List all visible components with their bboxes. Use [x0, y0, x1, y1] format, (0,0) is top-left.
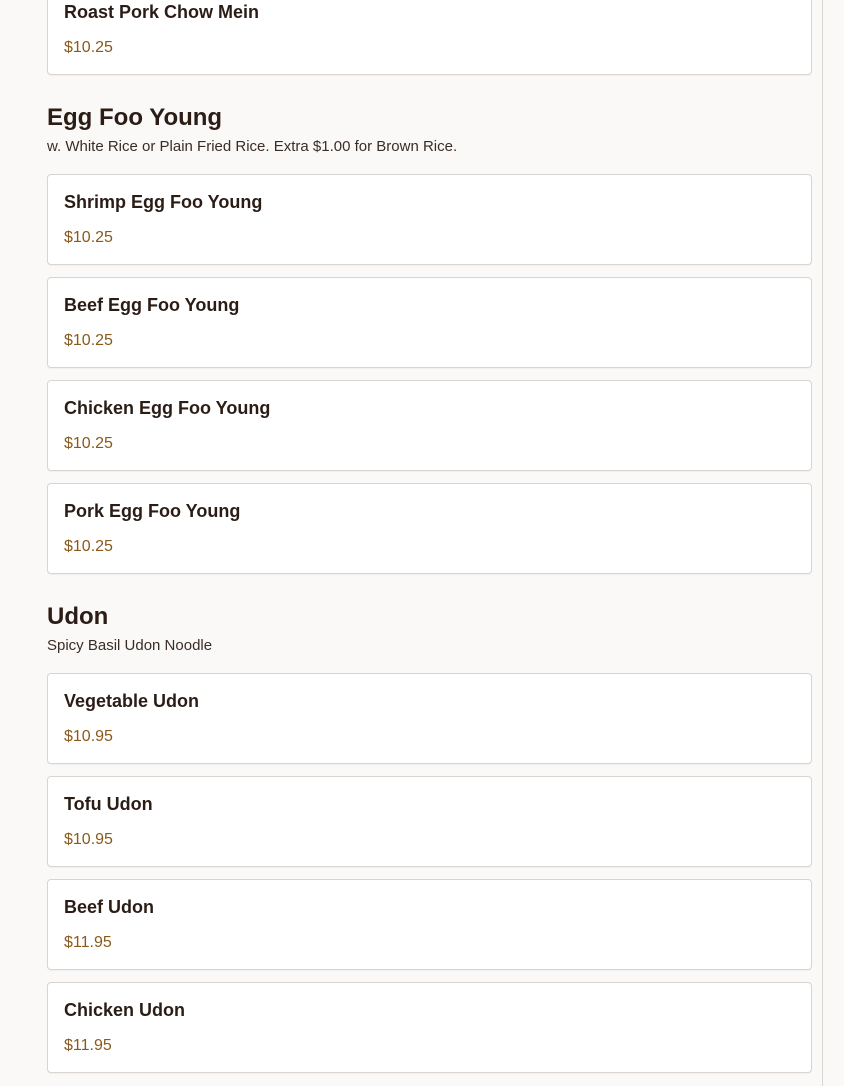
- menu-item-price: $11.95: [64, 1037, 112, 1054]
- section-description: Spicy Basil Udon Noodle: [47, 637, 213, 654]
- menu-item-name: Shrimp Egg Foo Young: [64, 192, 263, 212]
- menu-section-chow-mein: [47, 0, 812, 75]
- section-title: Udon: [47, 603, 109, 630]
- menu-item-name: Tofu Udon: [64, 794, 153, 814]
- menu-item-price: $11.95: [64, 934, 112, 951]
- section-header: [47, 103, 812, 157]
- menu-item-name: Chicken Udon: [64, 1000, 186, 1020]
- menu-item-price: $10.95: [64, 728, 113, 745]
- menu-item-card[interactable]: [47, 483, 812, 574]
- menu-item-price: $10.95: [64, 831, 113, 848]
- section-header: [47, 602, 812, 656]
- menu-item-card[interactable]: [47, 174, 812, 265]
- menu-item-name: Pork Egg Foo Young: [64, 501, 241, 521]
- menu-item-name: Chicken Egg Foo Young: [64, 398, 271, 418]
- menu-item-card[interactable]: [47, 0, 812, 75]
- menu-section-egg-foo-young: [47, 103, 812, 574]
- menu-section-udon: [47, 602, 812, 1073]
- menu-item-price: $10.25: [64, 39, 113, 56]
- menu-item-card[interactable]: [47, 982, 812, 1073]
- section-description: w. White Rice or Plain Fried Rice. Extra $1.00 for Brown Rice.: [47, 138, 458, 155]
- menu-item-name: Roast Pork Chow Mein: [64, 2, 260, 22]
- menu-item-price: $10.25: [64, 538, 113, 555]
- menu-content: [47, 0, 812, 1085]
- menu-item-name: Beef Udon: [64, 897, 154, 917]
- page-edge-divider: [822, 0, 823, 1086]
- menu-item-card[interactable]: [47, 380, 812, 471]
- menu-item-card[interactable]: [47, 879, 812, 970]
- menu-item-card[interactable]: [47, 776, 812, 867]
- menu-item-card[interactable]: [47, 673, 812, 764]
- menu-item-price: $10.25: [64, 435, 113, 452]
- menu-item-price: $10.25: [64, 332, 113, 349]
- menu-item-card[interactable]: [47, 277, 812, 368]
- menu-item-price: $10.25: [64, 229, 113, 246]
- section-title: Egg Foo Young: [47, 104, 223, 131]
- menu-item-name: Vegetable Udon: [64, 691, 200, 711]
- menu-item-name: Beef Egg Foo Young: [64, 295, 240, 315]
